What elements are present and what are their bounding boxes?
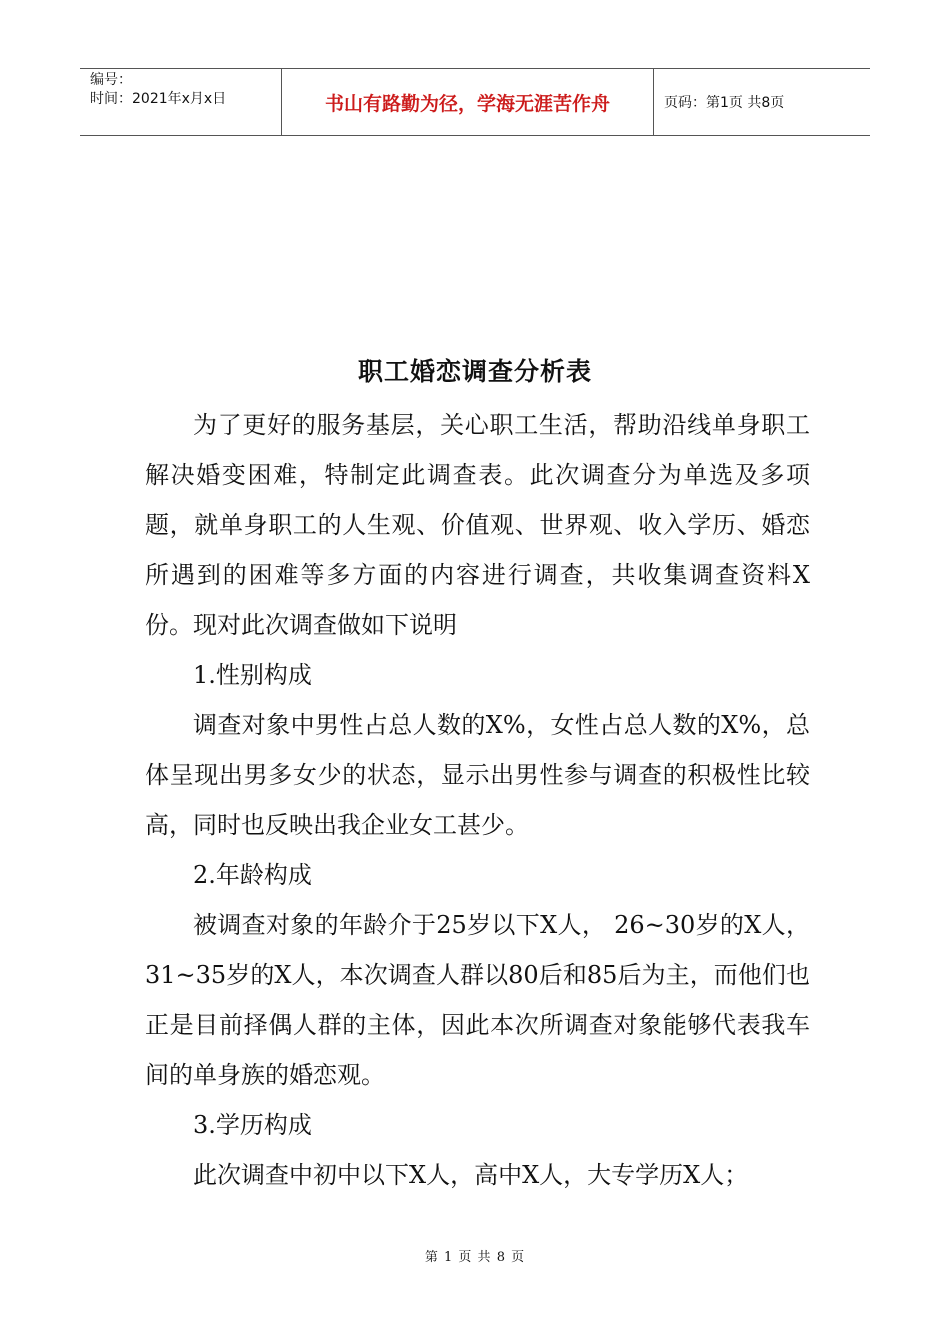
age-paragraph: 被调查对象的年龄介于25岁以下X人， 26~30岁的X人，31~35岁的X人，本次调查人群以80后和85后为主，而他们也正是目前择偶人群的主体，因此本次所调查对象能够代表我车间的单身族的婚恋观。 [145,911,810,1089]
document-number-label: 编号： [90,72,132,88]
document-body [145,400,810,1200]
section-heading-age: 2.年龄构成 [193,861,312,889]
page-header [80,68,870,136]
section-heading-gender: 1.性别构成 [193,661,312,689]
header-motto: 书山有路勤为径，学海无涯苦作舟 [282,69,654,135]
gender-paragraph: 调查对象中男性占总人数的X%，女性占总人数的X%，总体呈现出男多女少的状态，显示出男性参与调查的积极性比较高，同时也反映出我企业女工甚少。 [145,711,810,839]
header-meta-cell [80,69,282,135]
document-date: 时间：2021年x月x日 [90,91,227,107]
page-footer: 第 1 页 共 8 页 [424,1250,526,1265]
education-paragraph: 此次调查中初中以下X人，高中X人，大专学历X人； [193,1161,749,1189]
section-heading-education: 3.学历构成 [193,1111,312,1139]
header-page-info: 页码：第1页 共8页 [664,95,785,111]
document-title: 职工婚恋调查分析表 [357,357,592,386]
intro-paragraph: 为了更好的服务基层，关心职工生活，帮助沿线单身职工解决婚变困难，特制定此调查表。此次调查分为单选及多项题，就单身职工的人生观、价值观、世界观、收入学历、婚恋所遇到的困难等多方面的内容进行调查，共收集调查资料X份。现对此次调查做如下说明 [145,411,810,639]
